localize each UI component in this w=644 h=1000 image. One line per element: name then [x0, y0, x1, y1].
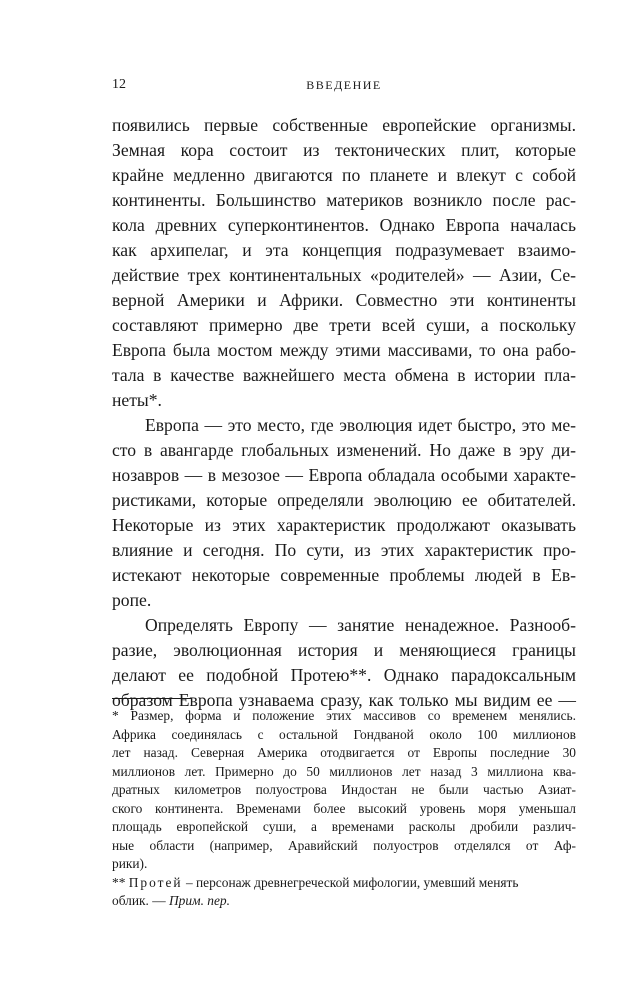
text-line: истекают некоторые современные проблемы людей в Ев- — [112, 565, 576, 585]
footnote-text: – персонаж древнегреческой мифологии, умевший менять — [182, 874, 519, 890]
footnote-line — [112, 874, 576, 893]
text-line: Европа была мостом между этими массивами, то она рабо- — [112, 340, 576, 360]
text-line: как архипелаг, и эта концепция подразумевает взаимо- — [112, 240, 576, 260]
text-line: континенты. Большинство материков возникло после рас- — [112, 190, 576, 210]
text-line: неты*. — [112, 390, 162, 410]
text-line: ристиками, которые определяли эволюцию ее обитателей. — [112, 490, 576, 510]
text-line: верной Америки и Африки. Совместно эти континенты — [112, 290, 576, 310]
text-line: действие трех континентальных «родителей» — Азии, Се- — [112, 265, 576, 285]
text-line: составляют примерно две трети всей суши, а поскольку — [112, 315, 576, 335]
text-line: кола древних суперконтинентов. Однако Европа началась — [112, 215, 576, 235]
footnote-line: ского континента. Временами более высокий уровень моря уменьшал — [112, 800, 576, 816]
text-line: делают ее подобной Протею**. Однако парадоксальным — [112, 665, 576, 685]
footnote-line: Африка соединялась с остальной Гондваной около 100 миллионов — [112, 726, 576, 742]
footnote-term: Протей — [128, 874, 183, 890]
text-line: Европа — это место, где эволюция идет быстро, это ме- — [145, 415, 576, 435]
footnote-text: облик. — — [112, 893, 169, 908]
text-line: разие, эволюционная история и меняющиеся границы — [112, 640, 576, 660]
text-line: ропе. — [112, 590, 152, 610]
footnote-line: ные области (например, Аравийский полуостров отделялся от Аф- — [112, 837, 576, 853]
footnote-line: площадь европейской суши, а временами расколы дробили различ- — [112, 819, 576, 834]
footnote-separator — [112, 698, 192, 699]
running-head: ВВЕДЕНИЕ — [306, 78, 382, 92]
text-line: образом Европа узнаваема сразу, как только мы видим ее — — [112, 690, 576, 710]
translator-note: Прим. пер. — [168, 893, 230, 908]
text-line: Определять Европу — занятие ненадежное. Разнооб- — [145, 615, 576, 635]
text-line: Некоторые из этих характеристик продолжают оказывать — [112, 515, 576, 535]
footnote-line: дратных километров полуострова Индостан не были частью Азиат- — [112, 782, 576, 797]
text-line: влияние и сегодня. По сути, из этих характеристик про- — [112, 540, 576, 560]
footnote-marker: ** — [112, 874, 129, 890]
page-header — [112, 77, 576, 97]
footnote-line: рики). — [112, 856, 148, 871]
footnote-line: лет назад. Северная Америка отодвигается от Европы последние 30 — [112, 745, 576, 760]
text-line: сто в авангарде глобальных изменений. Но даже в эру ди- — [112, 440, 576, 460]
main-text — [112, 113, 576, 713]
text-line: тала в качестве важнейшего места обмена в истории пла- — [112, 365, 576, 385]
footnote-line: миллионов лет. Примерно до 50 миллионов лет назад 3 миллиона ква- — [112, 763, 576, 779]
text-line: появились первые собственные европейские организмы. — [112, 115, 576, 135]
footnote-line — [112, 892, 576, 911]
text-line: крайне медленно двигаются по планете и влекут с собой — [112, 165, 576, 185]
page-number: 12 — [112, 77, 126, 92]
text-line: нозавров — в мезозое — Европа обладала особыми характе- — [112, 465, 576, 485]
footnotes — [112, 707, 576, 911]
text-line: Земная кора состоит из тектонических плит, которые — [112, 140, 576, 160]
footnote-line: * Размер, форма и положение этих массивов со временем менялись. — [112, 708, 576, 723]
